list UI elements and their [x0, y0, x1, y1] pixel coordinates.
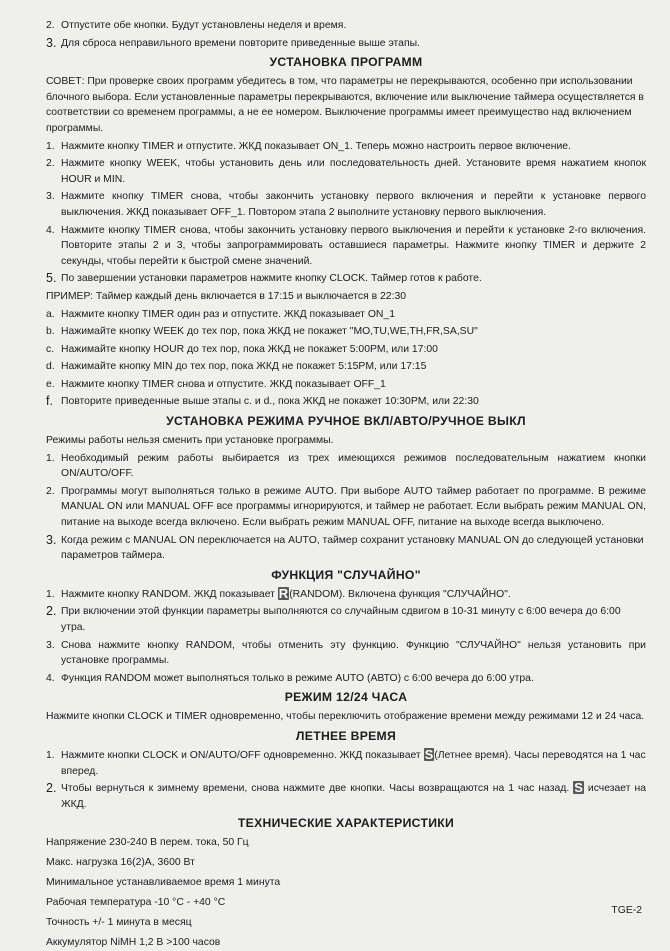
example-step — [46, 359, 646, 375]
step-text: Нажмите кнопки CLOCK и ON/AUTO/OFF одновременно. ЖКД показывает — [61, 749, 424, 761]
step-text: Нажмите кнопку TIMER один раз и отпустите. ЖКД показывает ON_1 — [61, 308, 395, 320]
step-number: 2. — [46, 781, 57, 796]
top-item — [46, 18, 646, 34]
step-text: При включении этой функции параметры выполняются со случайным сдвигом в 10-31 минуту с 6:00 вечера до 6:00 утра. — [61, 606, 621, 633]
step-text: (RANDOM). Включена функция "СЛУЧАЙНО". — [289, 588, 511, 600]
step-number: 1. — [46, 452, 55, 464]
programs-heading: УСТАНОВКА ПРОГРАММ — [269, 55, 423, 70]
program-step — [46, 139, 646, 155]
summer-time-heading: ЛЕТНЕЕ ВРЕМЯ — [295, 728, 397, 743]
step-letter: c. — [46, 343, 55, 355]
step-text: Нажмите кнопку WEEK, чтобы установить день или последовательность дней. Установите время нажатием кнопок HOUR и MIN. — [61, 158, 646, 185]
step-text: Нажимайте кнопку WEEK до тех пор, пока ЖКД не покажет "MO,TU,WE,TH,FR,SA,SU" — [61, 326, 478, 338]
step-letter: e. — [46, 378, 55, 390]
step-text: Необходимый режим работы выбирается из трех имеющихся режимов последовательным нажатием кнопки ON/AUTO/OFF. — [61, 452, 646, 480]
step-text: Повторите приведенные выше этапы c. и d., пока ЖКД не покажет 10:30PM, или 22:30 — [61, 396, 479, 408]
step-letter: b. — [46, 326, 55, 338]
program-step — [46, 223, 646, 270]
program-step — [46, 271, 646, 287]
spec-line: Рабочая температура -10 °С - +40 °С — [46, 897, 226, 909]
spec-line: Напряжение 230-240 В перем. тока, 50 Гц — [46, 837, 249, 849]
step-text: Нажмите кнопку TIMER снова, чтобы закончить установку первого выключения и перейти к установке 2-го включения. Повторите этапы 2 и 3, чтобы запрограммировать оставшиеся параметры. Нажмите кнопку TIMER и держите 2 секунды, чтобы перейти к быстрой смене значений. — [61, 224, 646, 267]
step-number: 2. — [46, 158, 55, 170]
step-text: Нажмите кнопку TIMER снова и отпустите. ЖКД показывает OFF_1 — [61, 378, 386, 390]
step-text: Нажмите кнопку TIMER и отпустите. ЖКД показывает ON_1. Теперь можно настроить первое включение. — [61, 140, 571, 152]
example-step — [46, 324, 646, 340]
example-step — [46, 307, 646, 323]
step-number: 2. — [46, 604, 57, 619]
specs-heading: ТЕХНИЧЕСКИЕ ХАРАКТЕРИСТИКИ — [237, 816, 455, 831]
spec-line: Макс. нагрузка 16(2)А, 3600 Вт — [46, 857, 195, 869]
example-step — [46, 394, 646, 410]
random-indicator-icon: R — [278, 585, 289, 601]
spec-line: Аккумулятор NiMH 1,2 В >100 часов — [46, 937, 221, 949]
random-step — [46, 638, 646, 669]
example-step — [46, 377, 646, 393]
step-number: 1. — [46, 588, 55, 600]
step-text: Нажмите кнопку RANDOM. ЖКД показывает — [61, 588, 278, 600]
program-step — [46, 156, 646, 187]
step-number: 1. — [46, 140, 55, 152]
step-text: Функция RANDOM может выполняться только в режиме AUTO (АВТО) с 6:00 вечера до 6:00 утра. — [61, 672, 534, 684]
step-text: По завершении установки параметров нажмите кнопку CLOCK. Таймер готов к работе. — [61, 273, 482, 285]
item-text: Отпустите обе кнопки. Будут установлены неделя и время. — [61, 20, 347, 31]
mode-12-24-heading: РЕЖИМ 12/24 ЧАСА — [284, 690, 408, 705]
mode-12-24-text: Нажмите кнопки CLOCK и TIMER одновременно, чтобы переключить отображение времени между режимами 12 и 24 часа. — [46, 711, 645, 723]
manual-step — [46, 484, 646, 531]
top-item — [46, 36, 646, 52]
step-letter: d. — [46, 361, 55, 373]
step-text: Нажмите кнопку TIMER снова, чтобы закончить установку первого включения и перейти к установке первого выключения. ЖКД показывает OFF_1. Повтором этапа 2 выполните установку первого выключения. — [61, 191, 646, 218]
step-text: Нажимайте кнопку MIN до тех пор, пока ЖКД не покажет 5:15PM, или 17:15 — [61, 361, 427, 373]
step-text: Снова нажмите кнопку RANDOM, чтобы отменить эту функцию. Функцию "СЛУЧАЙНО" нельзя установить при установке программы. — [61, 639, 646, 667]
manual-mode-heading: УСТАНОВКА РЕЖИМА РУЧНОЕ ВКЛ/АВТО/РУЧНОЕ ВЫКЛ — [166, 414, 526, 429]
random-step — [46, 671, 646, 687]
manual-step — [46, 451, 646, 482]
step-number: 3. — [46, 639, 55, 651]
programs-tip: СОВЕТ: При проверке своих программ убедитесь в том, что параметры не перекрываются, особенно при использовании блочного выбора. Если установленные параметры перекрываются, включение или выключение таймера осуществляется в соответствии со временем программы, а не ее номером. Выключение программы имеет преимущество над включением программы. — [46, 76, 644, 134]
example-step — [46, 342, 646, 358]
step-text: (Летнее время). Часы переводятся на 1 час вперед. — [61, 749, 646, 777]
spec-line: Минимальное устанавливаемое время 1 минута — [46, 877, 281, 889]
step-number: 2. — [46, 485, 55, 497]
spec-line: Точность +/- 1 минута в месяц — [46, 917, 192, 929]
manual-step — [46, 533, 646, 564]
step-text: Когда режим с MANUAL ON переключается на AUTO, таймер сохранит установку MANUAL ON до следующей установки параметров таймера. — [61, 534, 644, 562]
random-heading: ФУНКЦИЯ "СЛУЧАЙНО" — [271, 567, 421, 582]
step-text: исчезает на ЖКД. — [61, 783, 646, 810]
program-step — [46, 189, 646, 220]
item-number: 3. — [46, 35, 57, 50]
random-step — [46, 587, 646, 603]
step-number: 3. — [46, 191, 55, 203]
step-number: 4. — [46, 672, 55, 684]
step-text: Нажимайте кнопку HOUR до тех пор, пока ЖКД не покажет 5:00PM, или 17:00 — [61, 343, 438, 355]
step-number: 1. — [46, 749, 55, 761]
step-text: Чтобы вернуться к зимнему времени, снова нажмите две кнопки. Часы возвращаются на 1 час назад. — [61, 783, 574, 795]
page-number: TGE-2 — [611, 905, 642, 916]
summer-step — [46, 781, 646, 812]
step-letter: f. — [46, 394, 53, 409]
example-title: ПРИМЕР: Таймер каждый день включается в 17:15 и выключается в 22:30 — [46, 290, 407, 302]
summer-indicator-icon: S — [424, 746, 434, 762]
step-text: Программы могут выполняться только в режиме AUTO. При выборе AUTO таймер работает по программе. В режиме MANUAL ON или MANUAL OFF все программы игнорируются, и таймер не работает. Если выбрать режим MANUAL ON, питание на выходе всегда включено. Если выбрать режим MANUAL OFF, питание на выходе всегда выключено. — [61, 485, 646, 529]
step-number: 5. — [46, 271, 57, 286]
step-letter: a. — [46, 308, 55, 320]
item-number: 2. — [46, 20, 55, 31]
manual-mode-intro: Режимы работы нельзя сменить при установке программы. — [46, 435, 334, 447]
summer-indicator-icon: S — [574, 780, 583, 796]
step-number: 3. — [46, 532, 57, 547]
random-step — [46, 604, 646, 635]
item-text: Для сброса неправильного времени повторите приведенные выше этапы. — [61, 37, 420, 49]
summer-step — [46, 748, 646, 779]
step-number: 4. — [46, 224, 55, 236]
